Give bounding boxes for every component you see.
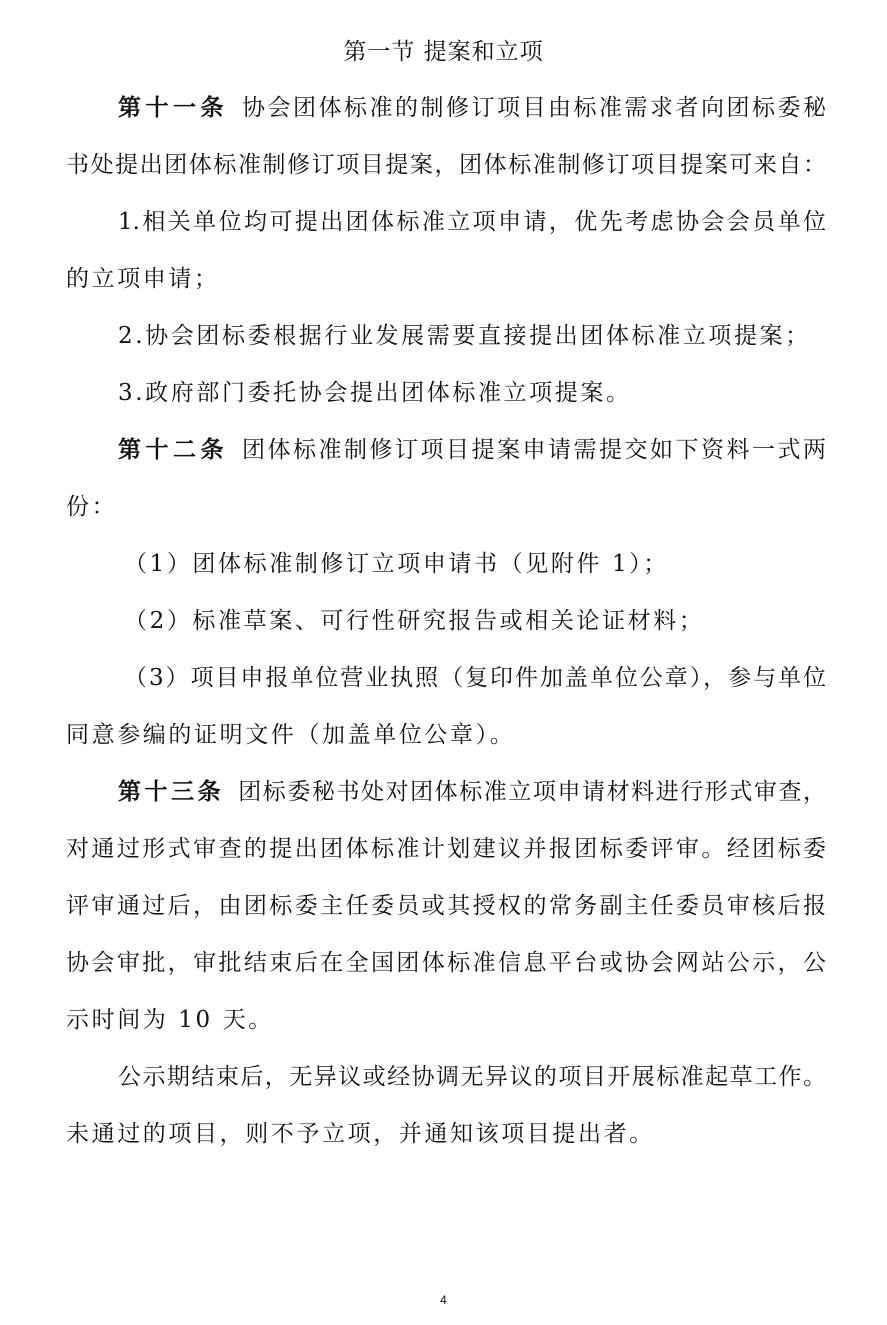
article-11-heading: 第十一条 <box>118 95 228 121</box>
article-12-item-2: （2）标准草案、可行性研究报告或相关论证材料； <box>124 608 705 634</box>
article-12-text-1: 团体标准制修订项目提案申请需提交如下资料一式两 <box>242 437 826 463</box>
article-12-line-1 <box>118 434 826 466</box>
article-12-line-2: 份： <box>66 494 118 520</box>
closing-line-2: 未通过的项目，则不予立项，并通知该项目提出者。 <box>66 1121 655 1147</box>
article-13-line-3: 评审通过后，由团标委主任委员或其授权的常务副主任委员审核后报 <box>66 893 826 919</box>
article-12-heading: 第十二条 <box>118 437 228 463</box>
article-11-item-1-line-1: 1.相关单位均可提出团体标准立项申请，优先考虑协会会员单位 <box>118 209 826 235</box>
article-11-item-3: 3.政府部门委托协会提出团体标准立项提案。 <box>118 380 632 406</box>
section-title: 第一节 提案和立项 <box>343 39 544 65</box>
article-12-item-3-line-1: （3）项目申报单位营业执照（复印件加盖单位公章），参与单位 <box>124 665 826 691</box>
article-11-item-1-line-2: 的立项申请； <box>66 266 220 292</box>
article-13-line-5: 示时间为 10 天。 <box>66 1007 274 1033</box>
article-13-text-1: 团标委秘书处对团体标准立项申请材料进行形式审查， <box>238 779 827 805</box>
article-11-line-1 <box>118 92 826 124</box>
article-11-text-1: 协会团体标准的制修订项目由标准需求者向团标委秘 <box>242 95 826 121</box>
closing-line-1: 公示期结束后，无异议或经协调无异议的项目开展标准起草工作。 <box>118 1064 826 1090</box>
article-13-line-4: 协会审批，审批结束后在全国团体标准信息平台或协会网站公示，公 <box>66 950 826 976</box>
article-13-line-1 <box>118 776 826 808</box>
article-12-item-3-line-2: 同意参编的证明文件（加盖单位公章）。 <box>66 722 516 748</box>
article-11-line-2: 书处提出团体标准制修订项目提案，团体标准制修订项目提案可来自： <box>66 152 826 178</box>
article-12-item-1: （1）团体标准制修订立项申请书（见附件 1）； <box>124 551 669 577</box>
page-number: 4 <box>440 1293 447 1307</box>
article-13-heading: 第十三条 <box>118 779 225 805</box>
article-13-line-2: 对通过形式审查的提出团体标准计划建议并报团标委评审。经团标委 <box>66 836 826 862</box>
article-11-item-2: 2.协会团标委根据行业发展需要直接提出团体标准立项提案； <box>118 323 811 349</box>
